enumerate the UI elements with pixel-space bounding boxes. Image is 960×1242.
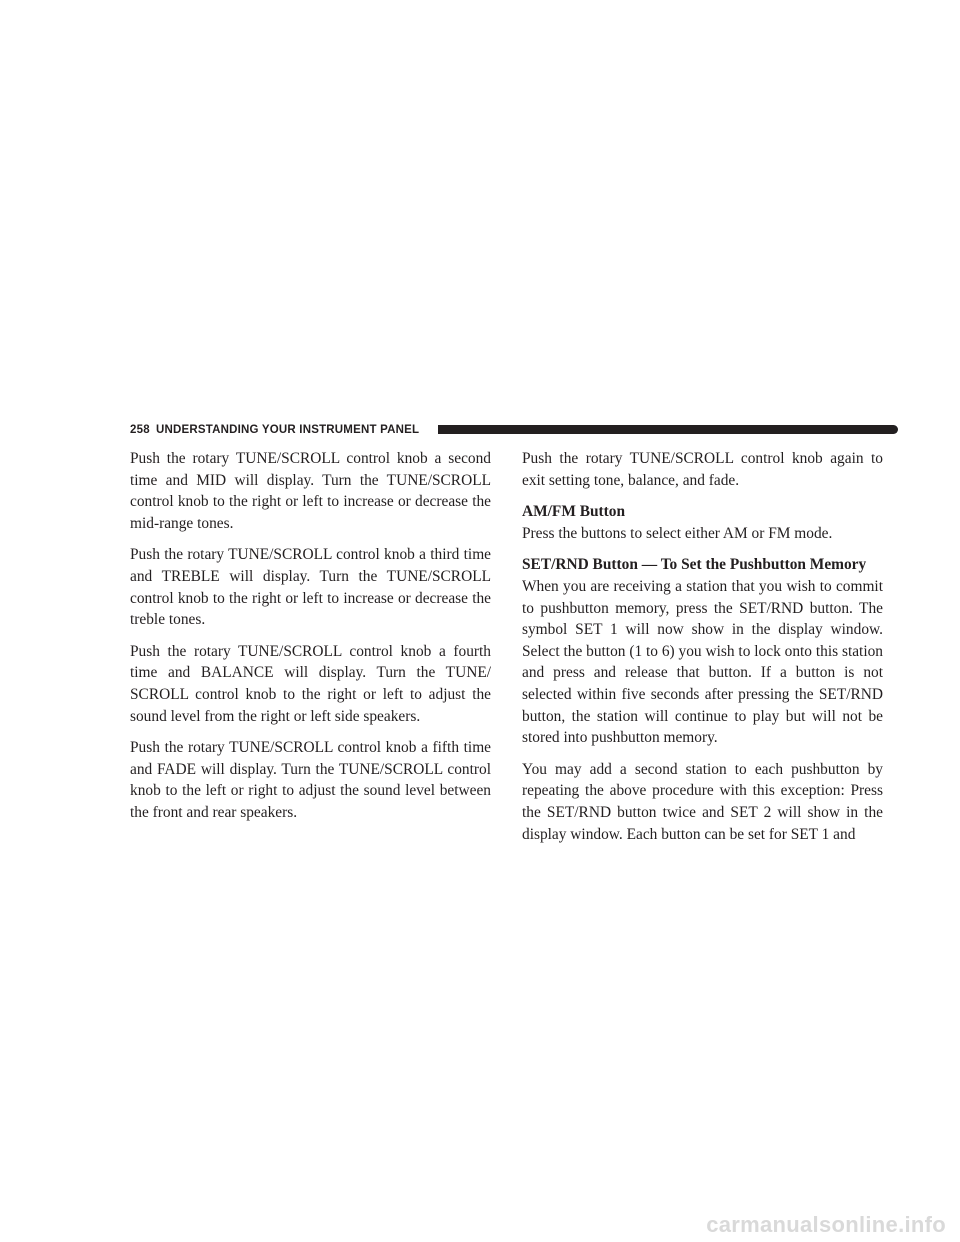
page-header	[130, 422, 898, 438]
page-number: 258	[130, 424, 150, 436]
second-station-text: You may add a second station to each pushbutton by repeating the above procedure with this exception: Press the SET/RND button twice and SET 2 will show in the display window. Each button can be set for SET 1 and	[522, 760, 883, 843]
section-title: UNDERSTANDING YOUR INSTRUMENT PANEL	[156, 424, 420, 436]
header-rule	[438, 425, 898, 434]
paragraph-exit-setting: Push the rotary TUNE/SCROLL control knob again to exit setting tone, balance, and fade.	[522, 450, 883, 489]
watermark-logo: carmanualsonline.info	[706, 1212, 946, 1237]
am-fm-text: Press the buttons to select either AM or FM mode.	[522, 524, 833, 542]
paragraph-treble: Push the rotary TUNE/SCROLL control knob a third time and TREBLE will display. Turn the TUNE/SCROLL control knob to the right or left to increase or decrease the treble tones.	[130, 546, 491, 629]
set-rnd-text: When you are receiving a station that you wish to commit to pushbutton memory, press the SET/RND button. The symbol SET 1 will now show in the display window. Select the button (1 to 6) you wish to lock onto this station and press and release that button. If a button is not selected within five seconds after pressing the SET/RND button, the station will continue to play but will not be stored into pushbutton memory.	[522, 577, 883, 747]
paragraph-mid: Push the rotary TUNE/SCROLL control knob a second time and MID will display. Turn the TUNE/SCROLL control knob to the right or left to increase or decrease the mid-range tones.	[130, 450, 491, 532]
left-column	[130, 448, 491, 834]
paragraph-balance: Push the rotary TUNE/SCROLL control knob a fourth time and BALANCE will display. Turn the TUNE/ SCROLL control knob to the right or left to adjust the sound level from the right or left side speakers.	[130, 642, 491, 725]
set-rnd-heading: SET/RND Button — To Set the Pushbutton Memory	[522, 556, 867, 574]
am-fm-heading: AM/FM Button	[522, 503, 626, 521]
right-column	[522, 448, 883, 855]
paragraph-fade: Push the rotary TUNE/SCROLL control knob a fifth time and FADE will display. Turn the TUNE/SCROLL control knob to the left or right to adjust the sound level between the front and rear speakers.	[130, 739, 491, 821]
